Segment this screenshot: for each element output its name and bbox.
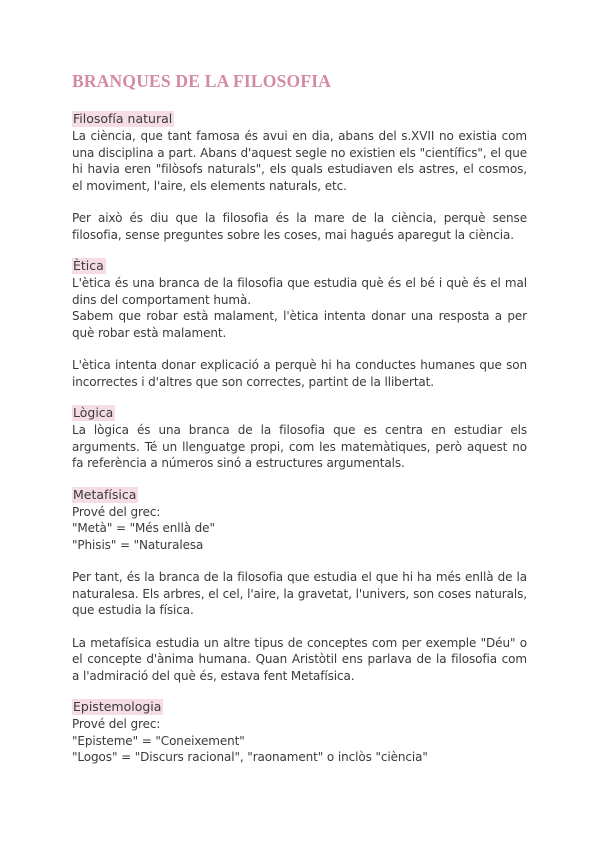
etymology-line: "Episteme" = "Coneixement" [72,733,245,748]
etymology-line: Prové del grec: [72,504,161,519]
section-heading: Epistemologia [73,699,162,714]
document-page [72,70,527,778]
paragraph: Sabem que robar està malament, l'ètica intenta donar una resposta a per què robar està malament. [72,309,527,340]
section-heading: Filosofía natural [73,111,173,126]
paragraph: Per tant, és la branca de la filosofia que estudia el que hi ha més enllà de la naturalesa. Els arbres, el cel, l'aire, la gravetat, l'univers, son coses naturals, que estudia la física. [72,570,527,617]
etymology-line: "Metà" = "Més enllà de" [72,521,215,535]
section-epistemologia [72,696,527,766]
paragraph: La ciència, que tant famosa és avui en dia, abans del s.XVII no existia com una disciplina a part. Abans d'aquest segle no existien els "científics", el que hi havia eren "filòsofs naturals", els quals estudiaven els astres, el cosmos, el moviment, l'aire, els elements naturals, etc. [72,129,527,193]
etymology-line: "Logos" = "Discurs racional", "raonament" o inclòs "ciència" [72,750,428,764]
paragraph: La lògica és una branca de la filosofia que es centra en estudiar els arguments. Té un llenguatge propi, com les matemàtiques, però aquest no fa referència a números sinó a estructures argumentals. [72,423,527,470]
section-heading: Ètica [73,258,104,273]
section-logica [72,402,527,472]
document-title: BRANQUES DE LA FILOSOFIA [72,71,332,91]
section-heading: Metafísica [73,486,137,502]
section-filosofia-natural [72,108,527,243]
paragraph: Per això és diu que la filosofia és la mare de la ciència, perquè sense filosofia, sense preguntes sobre les coses, mai hagués aparegut la ciència. [72,211,527,242]
section-etica [72,255,527,390]
paragraph: La metafísica estudia un altre tipus de conceptes com per exemple "Déu" o el concepte d'ànima humana. Quan Aristòtil ens parlava de la filosofia com a l'admiració del què és, estava fent Metafísica. [72,635,527,683]
paragraph: L'ètica intenta donar explicació a perquè hi ha conductes humanes que son incorrectes i d'altres que son correctes, partint de la llibertat. [72,358,527,389]
section-metafisica [72,484,527,685]
paragraph: L'ètica és una branca de la filosofia que estudia què és el bé i què és el mal dins del comportament humà. [72,276,527,307]
etymology-line: Prové del grec: [72,717,161,731]
etymology-line: "Phisis" = "Naturalesa [72,537,204,552]
section-heading: Lògica [73,405,114,420]
